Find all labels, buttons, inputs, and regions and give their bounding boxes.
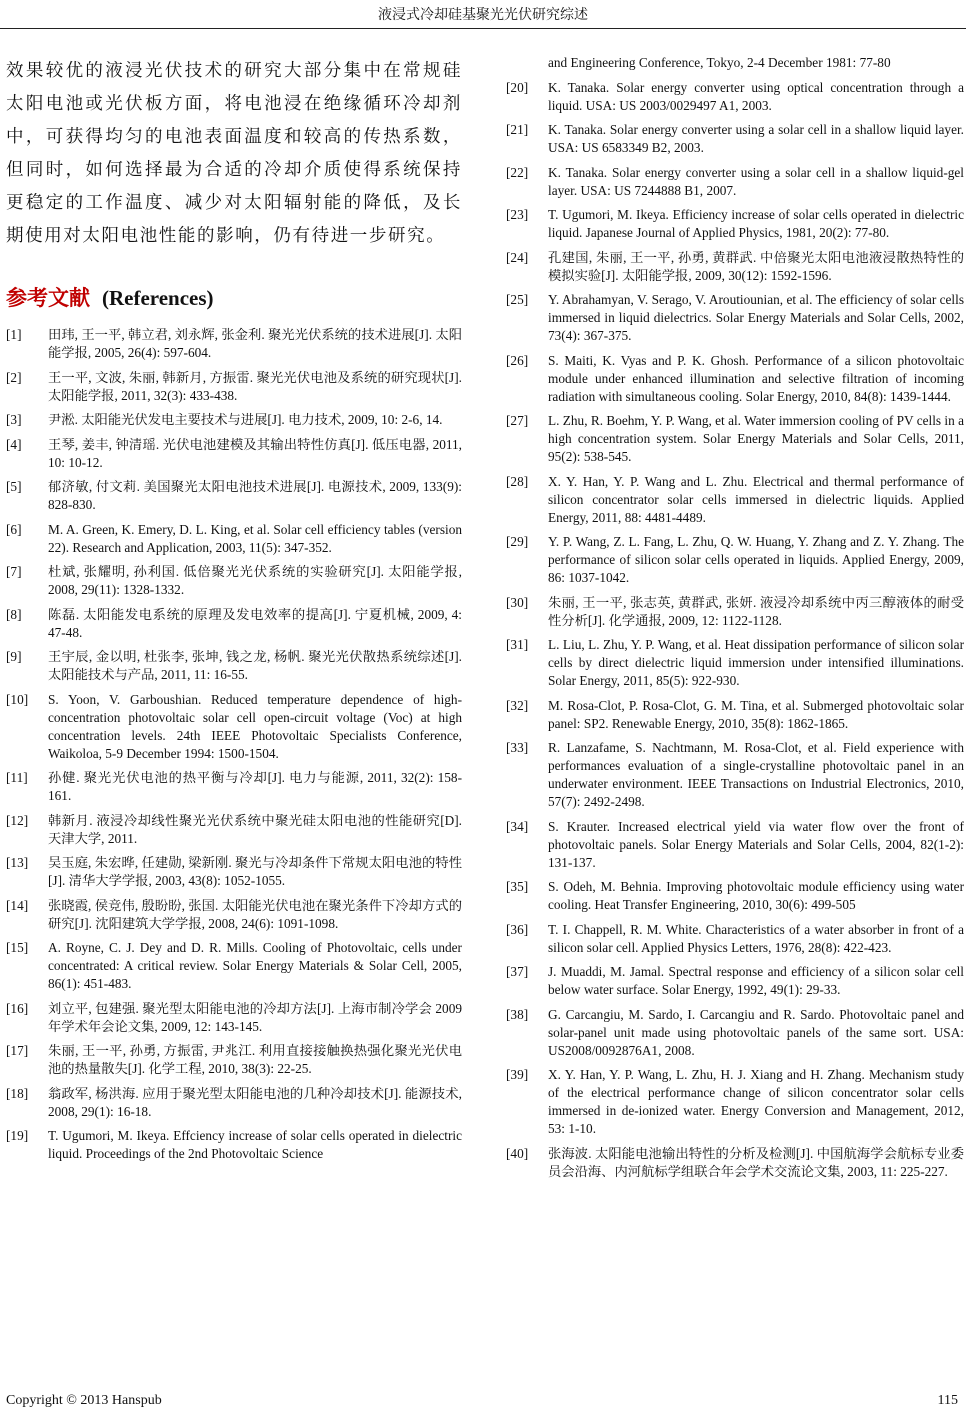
reference-item: [6, 411, 462, 429]
page-number: 115: [937, 1393, 958, 1408]
reference-text: 孔建国, 朱丽, 王一平, 孙勇, 黄群武. 中倍聚光太阳电池液浸散热特性的模拟实验[J]. 太阳能学报, 2009, 30(12): 1592-1596.: [548, 249, 964, 283]
reference-number: [27]: [506, 413, 529, 428]
reference-item: [506, 54, 964, 72]
reference-item: [506, 412, 964, 466]
reference-text: 朱丽, 王一平, 孙勇, 方振雷, 尹兆江. 利用直接接触换热强化聚光光伏电池的热量散失[J]. 化学工程, 2010, 38(3): 22-25.: [48, 1043, 462, 1076]
reference-item: [6, 939, 462, 993]
reference-number: [38]: [506, 1006, 529, 1022]
reference-text: 韩新月. 液浸冷却线性聚光光伏系统中聚光硅太阳电池的性能研究[D]. 天津大学, 2011.: [48, 812, 462, 846]
reference-text: 张海波. 太阳能电池输出特性的分析及检测[J]. 中国航海学会航标专业委员会沿海、内河航标学组联合年会学术交流论文集, 2003, 11: 225-227.: [548, 1145, 964, 1179]
reference-item: [506, 249, 964, 285]
reference-item: [506, 79, 964, 115]
reference-text: X. Y. Han, Y. P. Wang, L. Zhu, H. J. Xiang and H. Zhang. Mechanism study of the electrical performance change of silicon concentrator solar cells immersed in de-ionized water. Energy Conversion and Management, 2012, 53: 1-10.: [548, 1067, 964, 1136]
reference-text: 王宇辰, 金以明, 杜张李, 张坤, 钱之龙, 杨帆. 聚光光伏散热系统综述[J]. 太阳能技术与产品, 2011, 11: 16-55.: [48, 649, 462, 682]
reference-number: [8]: [6, 606, 22, 622]
reference-text: J. Muaddi, M. Jamal. Spectral response and efficiency of a silicon solar cell below water surface. Solar Energy, 1992, 49(1): 29-33.: [548, 964, 964, 997]
reference-item: [506, 963, 964, 999]
left-column: [6, 54, 462, 1170]
reference-number: [4]: [6, 436, 22, 452]
reference-number: [40]: [506, 1145, 529, 1161]
reference-number: [2]: [6, 369, 22, 385]
reference-item: [506, 636, 964, 690]
reference-item: [506, 121, 964, 157]
reference-item: [6, 478, 462, 514]
reference-item: [506, 1006, 964, 1060]
reference-item: [6, 326, 462, 362]
reference-item: [6, 648, 462, 684]
reference-number: [506, 54, 548, 72]
reference-item: [506, 1145, 964, 1181]
reference-item: [6, 1085, 462, 1121]
reference-text: X. Y. Han, Y. P. Wang and L. Zhu. Electrical and thermal performance of silicon concentrator solar cells immersed in dielectric liquids. Applied Energy, 2011, 88: 4481-4489.: [548, 473, 964, 525]
reference-text: L. Zhu, R. Boehm, Y. P. Wang, et al. Water immersion cooling of PV cells in a high concentration system. Solar Energy Materials and Solar Cells, 2011, 95(2): 538-545.: [548, 413, 964, 464]
reference-text: T. Ugumori, M. Ikeya. Efficiency increase of solar cells operated in dielectric liquid. Japanese Journal of Applied Physics, 1981, 20(2): 77-80.: [548, 207, 964, 240]
reference-text: Y. P. Wang, Z. L. Fang, L. Zhu, Q. W. Huang, Y. Zhang and Z. Y. Zhang. The performance of silicon solar cells operated in liquids. Applied Energy, 2009, 86: 1037-1042.: [548, 534, 964, 585]
reference-number: [39]: [506, 1067, 529, 1082]
reference-number: [11]: [6, 770, 28, 785]
reference-item: [6, 563, 462, 599]
right-column: [506, 54, 964, 1187]
reference-number: [31]: [506, 637, 529, 652]
reference-item: [506, 291, 964, 345]
reference-item: [506, 473, 964, 527]
reference-number: [30]: [506, 594, 529, 610]
reference-text: 王琴, 姜丰, 钟清瑶. 光伏电池建模及其输出特性仿真[J]. 低压电器, 2011, 10: 10-12.: [48, 436, 462, 470]
reference-text: 张晓霞, 侯竞伟, 殷盼盼, 张国. 太阳能光伏电池在聚光条件下冷却方式的研究[J]. 沈阳建筑大学学报, 2008, 24(6): 1091-1098.: [48, 897, 462, 931]
reference-number: [6]: [6, 521, 22, 537]
reference-number: [12]: [6, 812, 29, 828]
reference-number: [26]: [506, 352, 529, 368]
reference-item: [6, 369, 462, 405]
reference-number: [13]: [6, 855, 29, 870]
reference-item: [6, 769, 462, 805]
reference-number: [3]: [6, 412, 22, 427]
reference-item: [6, 521, 462, 557]
reference-number: [23]: [506, 207, 529, 222]
reference-number: [16]: [6, 1000, 29, 1016]
reference-number: [36]: [506, 921, 529, 937]
reference-item: [6, 436, 462, 472]
reference-number: [1]: [6, 327, 22, 342]
reference-number: [35]: [506, 879, 529, 894]
reference-text: L. Liu, L. Zhu, Y. P. Wang, et al. Heat dissipation performance of silicon solar cells by direct dielectric liquid immersion under intensified illuminations. Solar Energy, 2011, 85(5): 922-930.: [548, 637, 964, 688]
reference-item: [6, 854, 462, 890]
page-header: 液浸式冷却硅基聚光光伏研究综述: [378, 8, 588, 23]
reference-number: [28]: [506, 473, 529, 489]
reference-text: Y. Abrahamyan, V. Serago, V. Aroutiounian, et al. The efficiency of solar cells immersed in liquid dielectrics. Solar Energy Materials and Solar Cells, 2002, 73(4): 367-375.: [548, 292, 964, 343]
reference-text: R. Lanzafame, S. Nachtmann, M. Rosa-Clot, et al. Field experience with performances evaluation of a single-crystalline photovoltaic panel in an underwater environment. IEEE Transactions on Industrial Electronics, 2010, 57(7): 2492-2498.: [548, 740, 964, 809]
reference-number: [20]: [506, 79, 529, 95]
intro-paragraph: 效果较优的液浸光伏技术的研究大部分集中在常规硅太阳电池或光伏板方面，将电池浸在绝缘循环冷却剂中，可获得均匀的电池表面温度和较高的传热系数，但同时，如何选择最为合适的冷却介质使得系统保持更稳定的工作温度、减少对太阳辐射能的降低，及长期使用对太阳电池性能的影响，仍有待进一步研究。: [6, 60, 462, 245]
reference-number: [37]: [506, 964, 529, 979]
reference-item: [506, 739, 964, 811]
reference-text: 吴玉庭, 朱宏晔, 任建勋, 梁新刚. 聚光与冷却条件下常规太阳电池的特性[J]. 清华大学学报, 2003, 43(8): 1052-1055.: [48, 855, 462, 888]
reference-number: [29]: [506, 534, 529, 549]
copyright-footer: Copyright © 2013 Hanspub: [6, 1393, 162, 1408]
reference-text: M. Rosa-Clot, P. Rosa-Clot, G. M. Tina, et al. Submerged photovoltaic solar panel: SP2. Renewable Energy, 2010, 35(8): 1862-1865.: [548, 697, 964, 731]
reference-text: 王一平, 文波, 朱丽, 韩新月, 方振雷. 聚光光伏电池及系统的研究现状[J]. 太阳能学报, 2011, 32(3): 433-438.: [48, 369, 462, 403]
reference-text: 朱丽, 王一平, 张志英, 黄群武, 张妍. 液浸冷却系统中丙三醇液体的耐受性分析[J]. 化学通报, 2009, 12: 1122-1128.: [548, 594, 964, 628]
reference-item: [506, 1066, 964, 1138]
reference-text: S. Maiti, K. Vyas and P. K. Ghosh. Performance of a silicon photovoltaic module under enhanced illumination and selective filtration of incoming radiation with simultaneous cooling. Solar Energy, 2010, 84(8): 1439-1444.: [548, 352, 964, 404]
reference-number: [5]: [6, 479, 22, 494]
reference-text: K. Tanaka. Solar energy converter using a solar cell in a shallow liquid-gel layer. USA: US 7244888 B1, 2007.: [548, 164, 964, 198]
reference-text: 翁政军, 杨洪海. 应用于聚光型太阳能电池的几种冷却技术[J]. 能源技术, 2008, 29(1): 16-18.: [48, 1085, 462, 1119]
reference-number: [24]: [506, 249, 529, 265]
reference-item: [506, 533, 964, 587]
reference-text: G. Carcangiu, M. Sardo, I. Carcangiu and R. Sardo. Photovoltaic panel and solar-panel unit made using photovoltaic panels of the same sort. USA: US2008/0092876A1, 2008.: [548, 1006, 964, 1058]
reference-text: 杜斌, 张耀明, 孙利国. 低倍聚光光伏系统的实验研究[J]. 太阳能学报, 2008, 29(11): 1328-1332.: [48, 564, 462, 597]
references-heading: [6, 282, 462, 312]
reference-list-right: [506, 54, 964, 1181]
reference-number: [34]: [506, 818, 529, 834]
reference-item: [506, 594, 964, 630]
reference-text: 郁济敏, 付文莉. 美国聚光太阳电池技术进展[J]. 电源技术, 2009, 133(9): 828-830.: [48, 479, 462, 512]
reference-item: [6, 1127, 462, 1163]
reference-number: [33]: [506, 740, 529, 755]
reference-text: 陈磊. 太阳能发电系统的原理及发电效率的提高[J]. 宁夏机械, 2009, 4: 47-48.: [48, 606, 462, 640]
reference-list-left: [6, 326, 462, 1163]
reference-number: [18]: [6, 1085, 29, 1101]
references-heading-cn: 参考文献: [6, 286, 90, 310]
reference-text: 田玮, 王一平, 韩立君, 刘永辉, 张金利. 聚光光伏系统的技术进展[J]. 太阳能学报, 2005, 26(4): 597-604.: [48, 327, 462, 360]
reference-text: K. Tanaka. Solar energy converter using a solar cell in a shallow liquid layer. USA: US 6583349 B2, 2003.: [548, 122, 964, 155]
reference-item: [6, 897, 462, 933]
reference-text: K. Tanaka. Solar energy converter using optical concentration through a liquid. USA: US 2003/0029497 A1, 2003.: [548, 79, 964, 113]
reference-number: [15]: [6, 940, 29, 955]
reference-item: [506, 818, 964, 872]
reference-number: [7]: [6, 564, 22, 579]
reference-text: T. I. Chappell, R. M. White. Characteristics of a water absorber in front of a silicon solar cell. Applied Physics Letters, 1976, 28(8): 422-423.: [548, 921, 964, 955]
reference-text: and Engineering Conference, Tokyo, 2-4 December 1981: 77-80: [548, 55, 891, 70]
header-rule: [0, 28, 966, 29]
reference-item: [506, 878, 964, 914]
reference-item: [506, 352, 964, 406]
reference-item: [506, 164, 964, 200]
reference-text: T. Ugumori, M. Ikeya. Effciency increase of solar cells operated in dielectric liquid. Proceedings of the 2nd Photovoltaic Science: [48, 1128, 462, 1161]
reference-item: [506, 206, 964, 242]
reference-item: [6, 606, 462, 642]
reference-text: 孙健. 聚光光伏电池的热平衡与冷却[J]. 电力与能源, 2011, 32(2): 158-161.: [48, 770, 462, 803]
reference-number: [14]: [6, 897, 29, 913]
references-heading-en: (References): [102, 286, 214, 310]
reference-number: [19]: [6, 1128, 29, 1143]
reference-number: [9]: [6, 649, 22, 664]
reference-text: 刘立平, 包建强. 聚光型太阳能电池的冷却方法[J]. 上海市制冷学会 2009 年学术年会论文集, 2009, 12: 143-145.: [48, 1000, 462, 1034]
reference-number: [25]: [506, 292, 529, 307]
reference-number: [21]: [506, 122, 529, 137]
reference-item: [6, 812, 462, 848]
reference-number: [22]: [506, 164, 529, 180]
reference-number: [32]: [506, 697, 529, 713]
reference-text: A. Royne, C. J. Dey and D. R. Mills. Cooling of Photovoltaic, cells under concentrated: A critical review. Solar Energy Materials & Solar Cell, 2005, 86(1): 451-483.: [48, 940, 462, 991]
reference-item: [506, 921, 964, 957]
reference-number: [10]: [6, 691, 29, 707]
reference-text: M. A. Green, K. Emery, D. L. King, et al. Solar cell efficiency tables (version 22). Research and Application, 2003, 11(5): 347-352.: [48, 521, 462, 555]
reference-item: [506, 697, 964, 733]
reference-text: S. Odeh, M. Behnia. Improving photovoltaic module efficiency using water cooling. Heat Transfer Engineering, 2010, 30(6): 499-505: [548, 879, 964, 912]
reference-number: [17]: [6, 1043, 29, 1058]
reference-text: S. Krauter. Increased electrical yield via water flow over the front of photovoltaic panels. Solar Energy Materials and Solar Cells, 2004, 82(1-2): 131-137.: [548, 818, 964, 870]
reference-text: S. Yoon, V. Garboushian. Reduced temperature dependence of high-concentration photovoltaic solar cell open-circuit voltage (Voc) at high concentration levels. 24th IEEE Photovoltaic Specialists Conference, Waikoloa, 5-9 December 1994: 1500-1504.: [48, 691, 462, 761]
reference-item: [6, 1042, 462, 1078]
reference-item: [6, 691, 462, 763]
reference-item: [6, 1000, 462, 1036]
reference-text: 尹淞. 太阳能光伏发电主要技术与进展[J]. 电力技术, 2009, 10: 2-6, 14.: [48, 412, 443, 427]
